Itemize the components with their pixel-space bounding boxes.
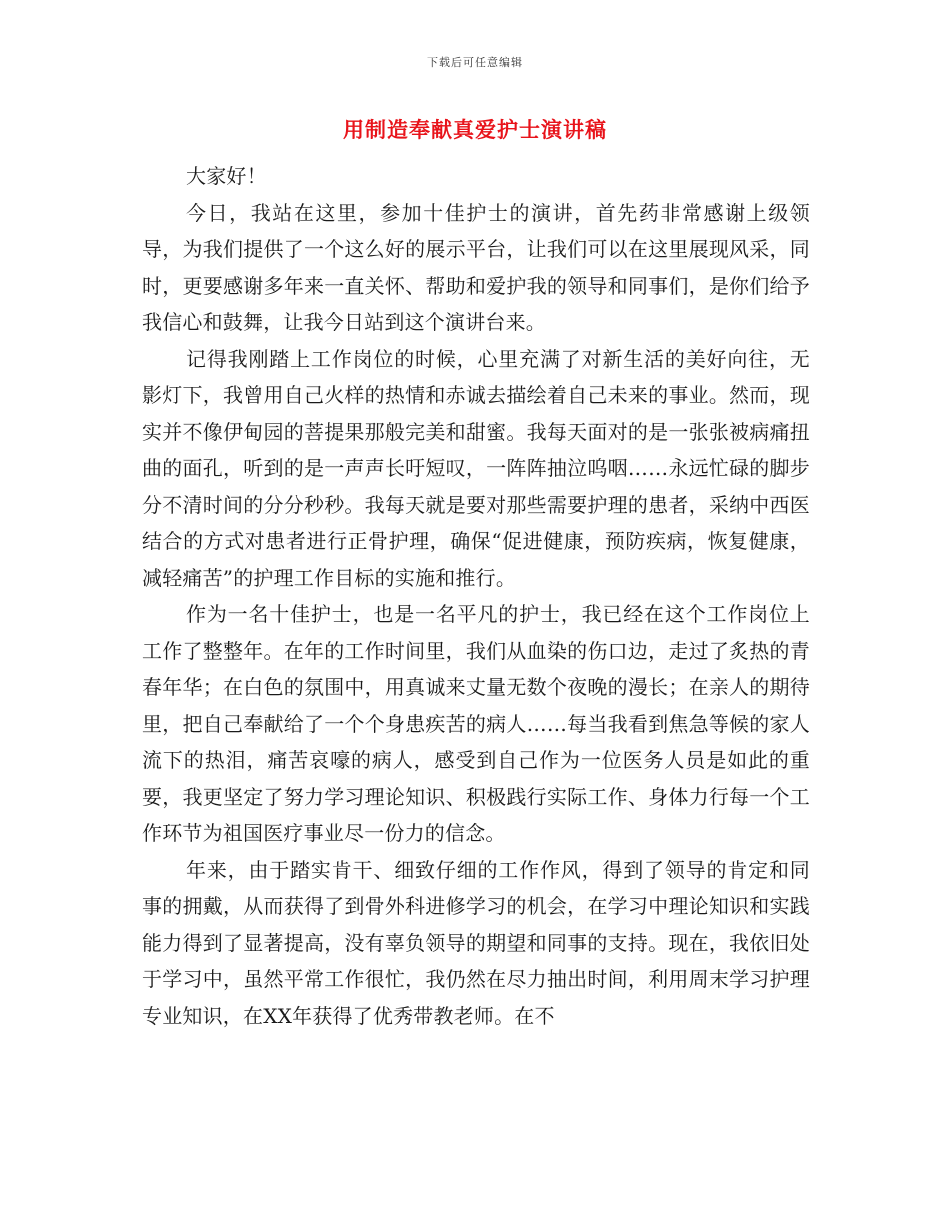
greeting: 大家好！ — [186, 164, 267, 188]
paragraph-2: 记得我刚踏上工作岗位的时候，心里充满了对新生活的美好向往，无影灯下，我曾用自己火样的热情和赤诚去描绘着自己未来的事业。然而，现实并不像伊甸园的菩提果那般完美和甜蜜。我每天面对的是一张张被病痛扭曲的面孔，听到的是一声声长吁短叹，一阵阵抽泣呜咽……永远忙碌的脚步分不清时间的分分秒秒。我每天就是要对那些需要护理的患者，采纳中西医结合的方式对患者进行正骨护理，确保“促进健康，预防疾病，恢复健康，减轻痛苦”的护理工作目标的实施和推行。 — [142, 346, 810, 590]
document-body — [142, 158, 810, 1034]
page-header-note: 下载后可任意编辑 — [427, 56, 523, 69]
paragraph-3: 作为一名十佳护士，也是一名平凡的护士，我已经在这个工作岗位上工作了整整年。在年的工作时间里，我们从血染的伤口边，走过了炙热的青春年华；在白色的氛围中，用真诚来丈量无数个夜晚的漫长；在亲人的期待里，把自己奉献给了一个个身患疾苦的病人……每当我看到焦急等候的家人流下的热泪，痛苦哀嚎的病人，感受到自己作为一位医务人员是如此的重要，我更坚定了努力学习理论知识、积极践行实际工作、身体力行每一个工作环节为祖国医疗事业尽一份力的信念。 — [142, 602, 810, 845]
document-title: 用制造奉献真爱护士演讲稿 — [343, 117, 607, 142]
paragraph-1: 今日，我站在这里，参加十佳护士的演讲，首先药非常感谢上级领导，为我们提供了一个这么好的展示平台，让我们可以在这里展现风采，同时，更要感谢多年来一直关怀、帮助和爱护我的领导和同事们，是你们给予我信心和鼓舞，让我今日站到这个演讲台来。 — [142, 200, 810, 334]
paragraph-4: 年来，由于踏实肯干、细致仔细的工作作风，得到了领导的肯定和同事的拥戴，从而获得了到骨外科进修学习的机会，在学习中理论知识和实践能力得到了显著提高，没有辜负领导的期望和同事的支持。现在，我依旧处于学习中，虽然平常工作很忙，我仍然在尽力抽出时间，利用周末学习护理专业知识，在XX年获得了优秀带教老师。在不 — [142, 857, 810, 1028]
